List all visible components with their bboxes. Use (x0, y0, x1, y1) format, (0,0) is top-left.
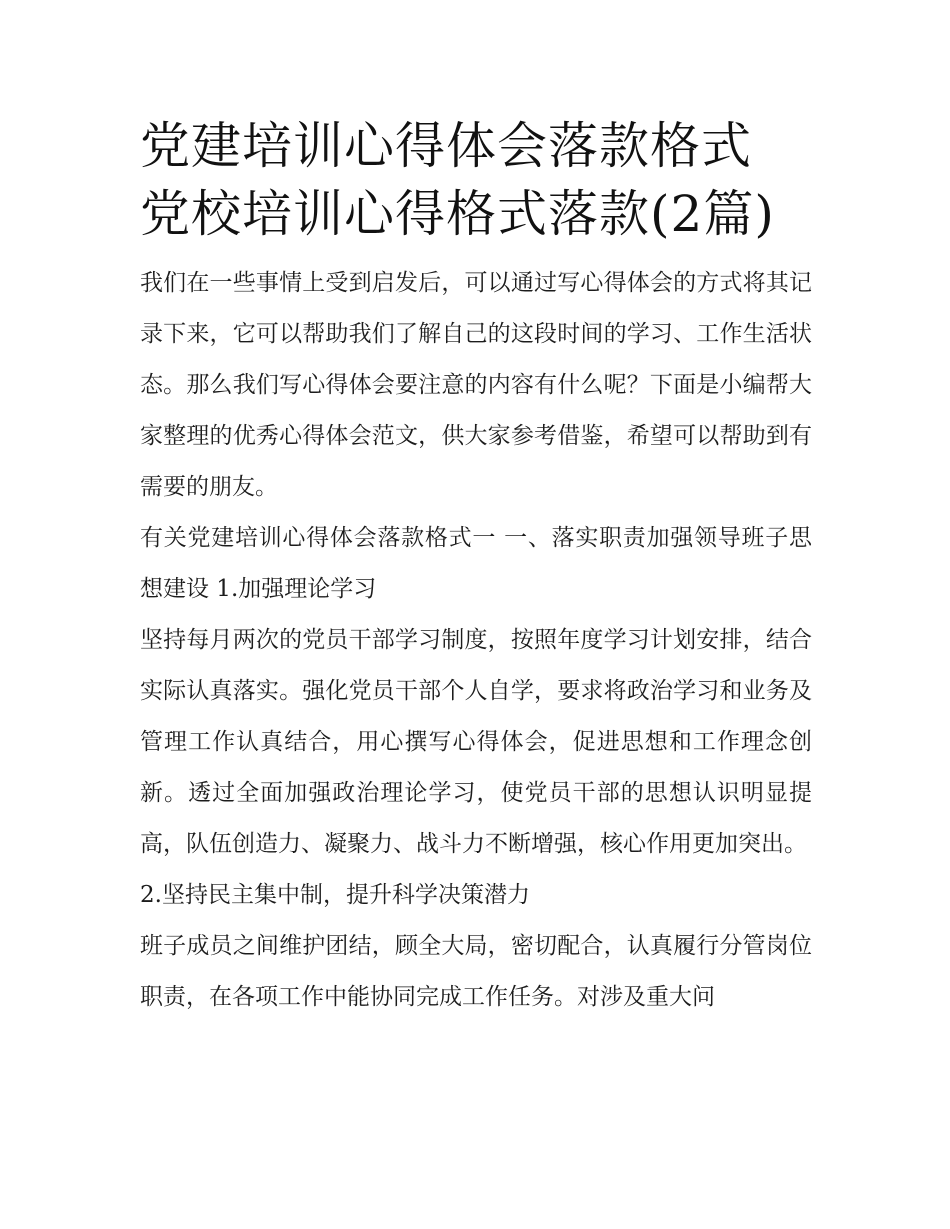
subsection-heading-2: 2.坚持民主集中制，提升科学决策潜力 (140, 882, 530, 908)
team-unity-paragraph: 班子成员之间维护团结，顾全大局，密切配合，认真履行分管岗位职责，在各项工作中能协同完成工作任务。对涉及重大问 (140, 933, 812, 1010)
intro-paragraph: 我们在一些事情上受到启发后，可以通过写心得体会的方式将其记录下来，它可以帮助我们了解自己的这段时间的学习、工作生活状态。那么我们写心得体会要注意的内容有什么呢？下面是小编帮大家整理的优秀心得体会范文，供大家参考借鉴，希望可以帮助到有需要的朋友。 (140, 270, 812, 500)
document-page (140, 112, 812, 1023)
document-title: 党建培训心得体会落款格式 党校培训心得格式落款(2篇) (140, 117, 775, 243)
section-heading-paragraph: 有关党建培训心得体会落款格式一 一、落实职责加强领导班子思想建设 1.加强理论学习 (140, 525, 812, 602)
theory-study-paragraph: 坚持每月两次的党员干部学习制度，按照年度学习计划安排，结合实际认真落实。强化党员干部个人自学，要求将政治学习和业务及管理工作认真结合，用心撰写心得体会，促进思想和工作理念创新。透过全面加强政治理论学习，使党员干部的思想认识明显提高，队伍创造力、凝聚力、战斗力不断增强，核心作用更加突出。 (140, 627, 812, 857)
